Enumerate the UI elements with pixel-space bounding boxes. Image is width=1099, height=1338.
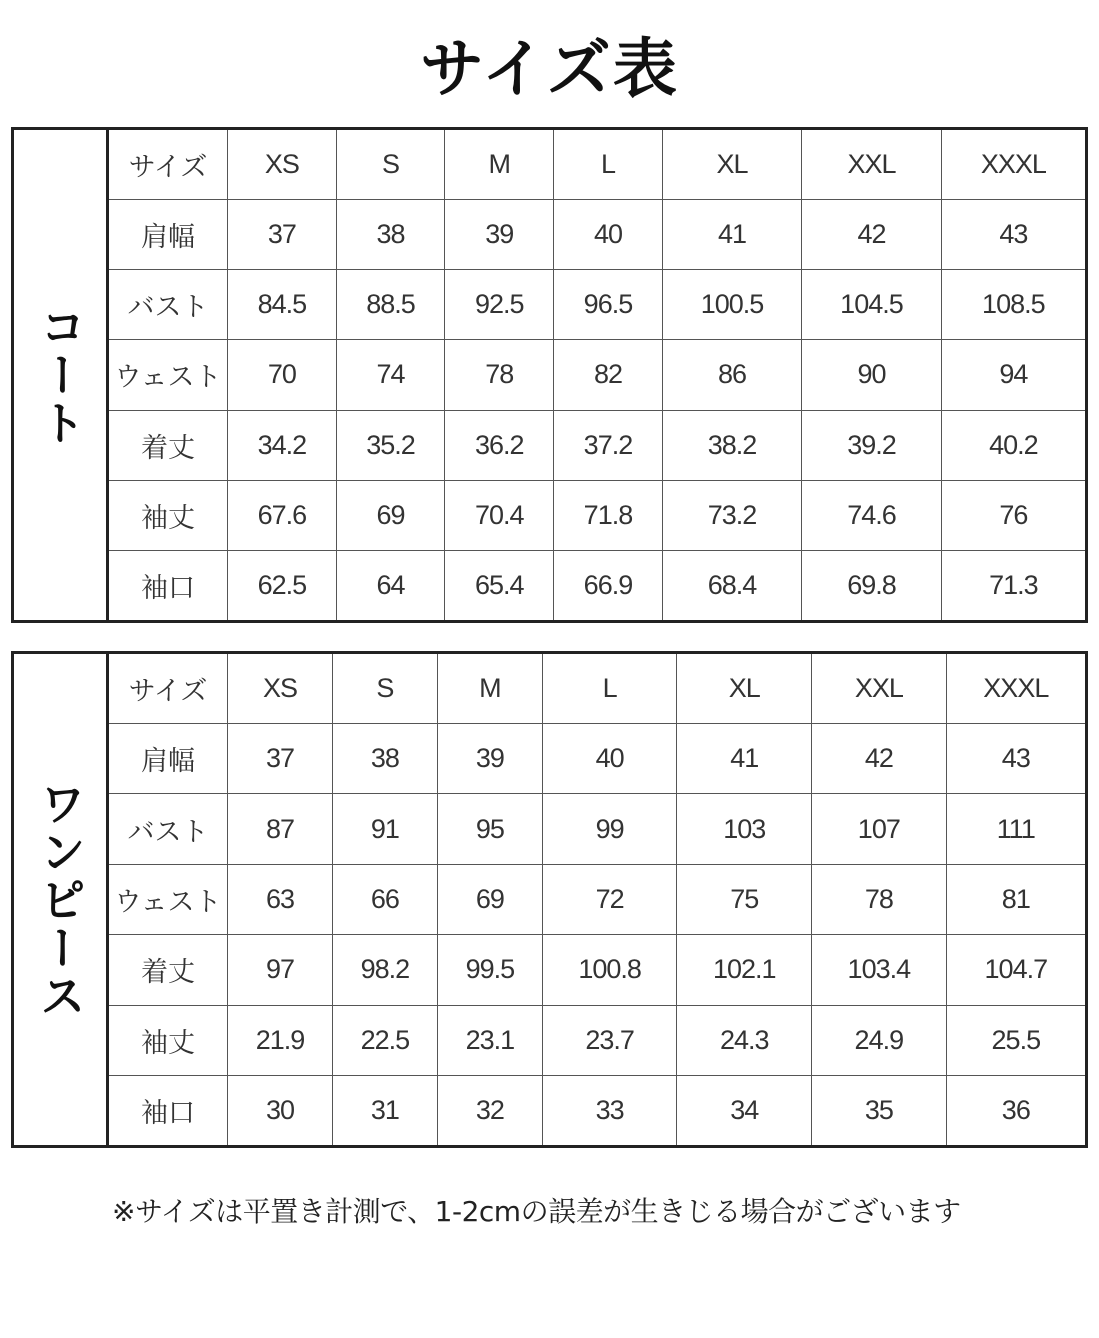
measurement-cell: 97 [228,935,333,1005]
measurement-cell: 100.8 [542,935,677,1005]
table-row [109,551,1085,620]
size-header-cell: S [332,654,437,724]
measurement-cell: 30 [228,1075,333,1145]
measurement-cell: 81 [946,864,1085,934]
measurement-cell: 38 [332,724,437,794]
measurement-cell: 31 [332,1075,437,1145]
measurement-cell: 76 [941,480,1085,550]
measurement-cell: 70.4 [445,480,554,550]
measurement-cell: 32 [437,1075,542,1145]
measurement-cell: 86 [662,340,801,410]
row-label-cell: 袖丈 [109,480,228,550]
measurement-cell: 41 [677,724,812,794]
size-header-cell: XS [228,130,337,199]
table-row [109,864,1085,934]
measurement-cell: 68.4 [662,551,801,620]
measurement-cell: 36.2 [445,410,554,480]
measurement-cell: 63 [228,864,333,934]
size-header-cell: XL [677,654,812,724]
coat-section-label: コート [33,303,87,447]
size-header-cell: M [445,130,554,199]
row-label-cell: 肩幅 [109,724,228,794]
header-label-cell: サイズ [109,654,228,724]
table-row [109,340,1085,410]
measurement-cell: 40 [542,724,677,794]
table-row [109,794,1085,864]
measurement-cell: 73.2 [662,480,801,550]
measurement-cell: 78 [812,864,947,934]
measurement-cell: 92.5 [445,270,554,340]
page-title: サイズ表 [420,33,679,107]
size-header-cell: XXL [812,654,947,724]
measurement-cell: 69.8 [802,551,941,620]
size-header-cell: XXXL [946,654,1085,724]
row-label-cell: 着丈 [109,935,228,1005]
measurement-cell: 103.4 [812,935,947,1005]
measurement-cell: 69 [336,480,445,550]
measurement-cell: 24.3 [677,1005,812,1075]
measurement-cell: 96.5 [554,270,663,340]
measurement-cell: 40.2 [941,410,1085,480]
dress-size-table [11,651,1088,1148]
row-label-cell: バスト [109,794,228,864]
measurement-cell: 88.5 [336,270,445,340]
measurement-cell: 72 [542,864,677,934]
measurement-cell: 33 [542,1075,677,1145]
table-row [109,1075,1085,1145]
row-label-cell: 肩幅 [109,199,228,269]
table-row [109,199,1085,269]
measurement-cell: 40 [554,199,663,269]
measurement-cell: 37 [228,724,333,794]
measurement-cell: 43 [946,724,1085,794]
measurement-cell: 78 [445,340,554,410]
measurement-cell: 35.2 [336,410,445,480]
measurement-cell: 87 [228,794,333,864]
measurement-cell: 104.7 [946,935,1085,1005]
row-label-cell: ウェスト [109,340,228,410]
dress-section-label-cell [14,654,109,1145]
header-label-cell: サイズ [109,130,228,199]
coat-section-label-cell [14,130,109,620]
size-header-cell: XS [228,654,333,724]
row-label-cell: バスト [109,270,228,340]
measurement-cell: 71.8 [554,480,663,550]
measurement-cell: 71.3 [941,551,1085,620]
row-label-cell: 袖口 [109,551,228,620]
measurement-cell: 99.5 [437,935,542,1005]
measurement-note: ※サイズは平置き計測で、1-2cmの誤差が生きじる場合がございます [112,1195,961,1228]
row-label-cell: 袖口 [109,1075,228,1145]
measurement-cell: 39 [445,199,554,269]
measurement-cell: 64 [336,551,445,620]
size-header-cell: XXL [802,130,941,199]
measurement-cell: 84.5 [228,270,337,340]
measurement-cell: 39.2 [802,410,941,480]
size-header-cell: L [554,130,663,199]
measurement-cell: 74 [336,340,445,410]
measurement-cell: 25.5 [946,1005,1085,1075]
measurement-cell: 111 [946,794,1085,864]
row-label-cell: ウェスト [109,864,228,934]
row-label-cell: 着丈 [109,410,228,480]
table-row [109,935,1085,1005]
measurement-cell: 99 [542,794,677,864]
measurement-cell: 70 [228,340,337,410]
header-row [109,130,1085,199]
table-row [109,1005,1085,1075]
coat-grid [109,130,1085,620]
header-row [109,654,1085,724]
row-label-cell: 袖丈 [109,1005,228,1075]
measurement-cell: 74.6 [802,480,941,550]
measurement-cell: 39 [437,724,542,794]
measurement-cell: 90 [802,340,941,410]
size-header-cell: L [542,654,677,724]
measurement-cell: 82 [554,340,663,410]
measurement-cell: 94 [941,340,1085,410]
table-row [109,724,1085,794]
size-header-cell: XXXL [941,130,1085,199]
measurement-cell: 38.2 [662,410,801,480]
measurement-cell: 42 [812,724,947,794]
measurement-cell: 102.1 [677,935,812,1005]
size-header-cell: M [437,654,542,724]
measurement-cell: 42 [802,199,941,269]
measurement-cell: 38 [336,199,445,269]
measurement-cell: 91 [332,794,437,864]
dress-section-label: ワンピース [33,779,87,1020]
measurement-cell: 107 [812,794,947,864]
measurement-cell: 35 [812,1075,947,1145]
measurement-cell: 37 [228,199,337,269]
measurement-cell: 95 [437,794,542,864]
coat-size-table [11,127,1088,623]
measurement-cell: 23.7 [542,1005,677,1075]
size-header-cell: XL [662,130,801,199]
table-row [109,410,1085,480]
measurement-cell: 65.4 [445,551,554,620]
measurement-cell: 37.2 [554,410,663,480]
measurement-cell: 43 [941,199,1085,269]
dress-grid [109,654,1085,1145]
measurement-cell: 66 [332,864,437,934]
measurement-cell: 67.6 [228,480,337,550]
measurement-cell: 21.9 [228,1005,333,1075]
measurement-cell: 66.9 [554,551,663,620]
measurement-cell: 62.5 [228,551,337,620]
measurement-cell: 100.5 [662,270,801,340]
measurement-cell: 22.5 [332,1005,437,1075]
measurement-cell: 24.9 [812,1005,947,1075]
measurement-cell: 23.1 [437,1005,542,1075]
table-row [109,270,1085,340]
table-row [109,480,1085,550]
measurement-cell: 98.2 [332,935,437,1005]
measurement-cell: 69 [437,864,542,934]
measurement-cell: 108.5 [941,270,1085,340]
measurement-cell: 34.2 [228,410,337,480]
measurement-cell: 36 [946,1075,1085,1145]
measurement-cell: 103 [677,794,812,864]
measurement-cell: 34 [677,1075,812,1145]
measurement-cell: 41 [662,199,801,269]
measurement-cell: 104.5 [802,270,941,340]
size-header-cell: S [336,130,445,199]
measurement-cell: 75 [677,864,812,934]
